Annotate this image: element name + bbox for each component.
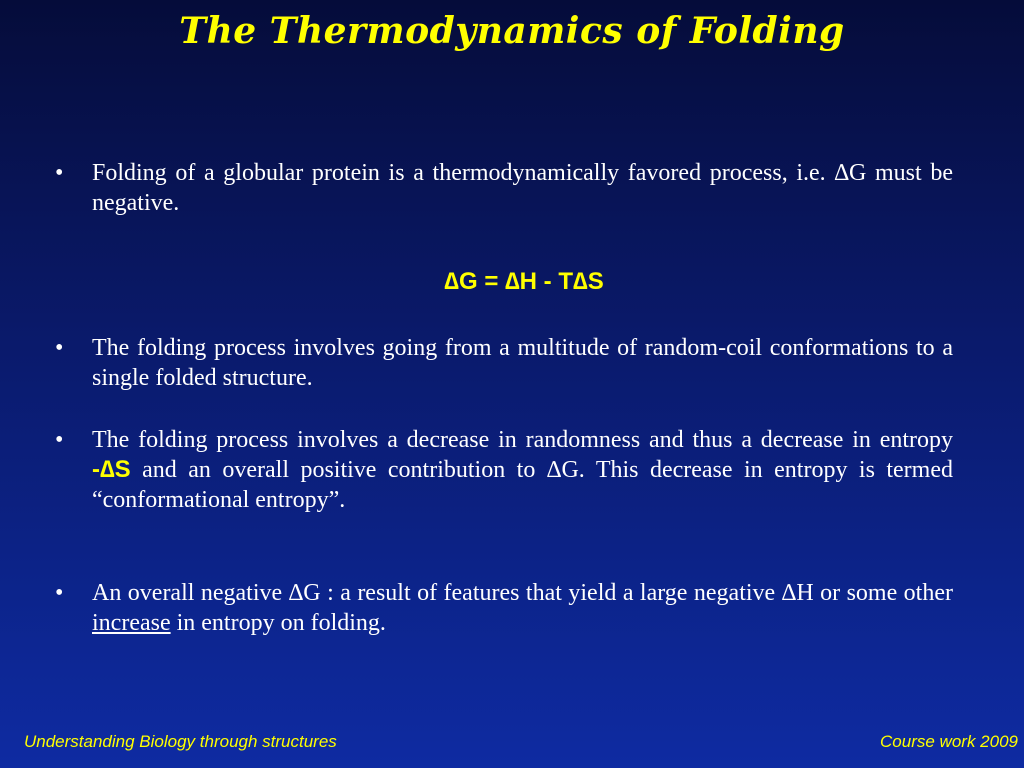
bullet-marker: • xyxy=(55,335,64,361)
underlined-word: increase xyxy=(92,610,171,636)
bullet-text xyxy=(92,578,953,638)
footer-course-year: Course work 2009 xyxy=(880,732,1018,751)
slide-title: The Thermodynamics of Folding xyxy=(179,10,845,52)
bullet-item-3 xyxy=(55,425,953,515)
bullet-text-part: The folding process involves a decrease in randomness and thus a decrease in entropy xyxy=(92,427,953,453)
bullet-text-part: and an overall positive contribution to ∆G. This decrease in entropy is termed “conformational entropy”. xyxy=(92,457,953,513)
bullet-text: Folding of a globular protein is a thermodynamically favored process, i.e. ∆G must be negative. xyxy=(92,160,953,216)
bullet-marker: • xyxy=(55,580,64,606)
footer-course-name: Understanding Biology through structures xyxy=(24,732,337,751)
bullet-item-2 xyxy=(55,333,953,393)
bullet-text-part: in entropy on folding. xyxy=(170,610,386,636)
bullet-text: The folding process involves going from a multitude of random-coil conformations to a single folded structure. xyxy=(92,335,953,391)
bullet-item-1 xyxy=(55,158,953,218)
bullet-marker: • xyxy=(55,427,64,453)
bullet-marker: • xyxy=(55,160,64,186)
bullet-item-4 xyxy=(55,578,953,638)
gibbs-equation: ∆G = ∆H - T∆S xyxy=(444,268,604,295)
bullet-text xyxy=(92,425,953,515)
entropy-highlight: -∆S xyxy=(92,456,131,483)
bullet-text-part: An overall negative ∆G : a result of features that yield a large negative ∆H or some other xyxy=(92,580,953,606)
